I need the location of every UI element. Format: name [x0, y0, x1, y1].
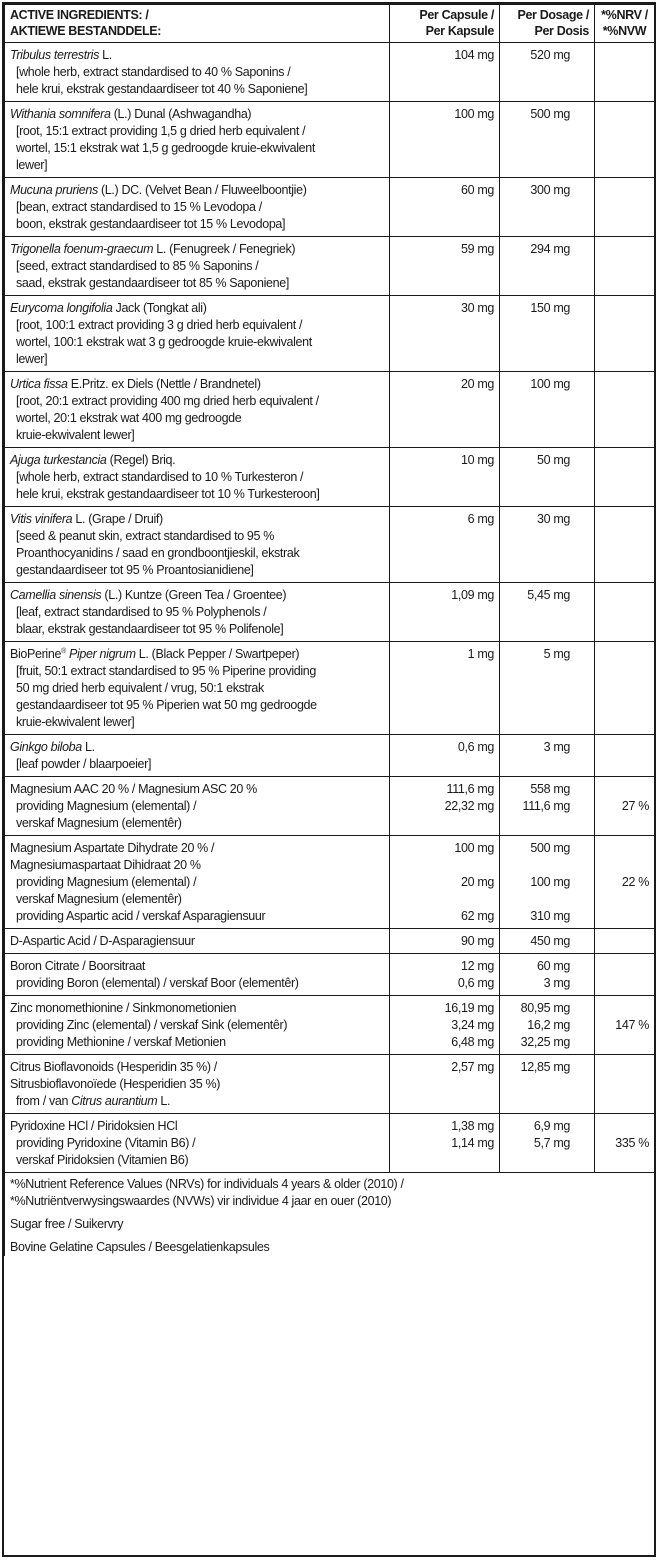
ingredient-detail: gestandaardiseer tot 95 % Proantosianidiene]	[16, 563, 254, 577]
per-capsule-cell	[390, 448, 500, 507]
per-dosage-cell	[500, 237, 595, 296]
ingredient-name: BioPerine® Piper nigrum L. (Black Pepper / Swartpeper)	[10, 647, 300, 661]
ingredient-name: Magnesium AAC 20 % / Magnesium ASC 20 %	[10, 782, 257, 796]
ingredient-cell	[5, 448, 390, 507]
ingredient-cell	[5, 372, 390, 448]
ingredient-detail: providing Zinc (elemental) / verskaf Sink (elementêr)	[16, 1018, 288, 1032]
per-capsule-cell	[390, 583, 500, 642]
per-dosage-cell	[500, 1114, 595, 1173]
nrv-cell	[595, 996, 655, 1055]
table-row	[5, 448, 655, 507]
ingredient-detail: [root, 15:1 extract providing 1,5 g dried herb equivalent /	[16, 124, 306, 138]
per-dosage-value: 3 mg	[543, 740, 570, 754]
header-nrv: *%NRV / *%NVW	[595, 5, 655, 43]
ingredient-cell	[5, 237, 390, 296]
per-dosage-value: 16,2 mg	[527, 1018, 570, 1032]
ingredient-detail: [root, 20:1 extract providing 400 mg dried herb equivalent /	[16, 394, 319, 408]
per-dosage-value: 450 mg	[530, 934, 570, 948]
per-dosage-value: 294 mg	[530, 242, 570, 256]
ingredient-detail: [bean, extract standardised to 15 % Levodopa /	[16, 200, 262, 214]
nrv-cell	[595, 43, 655, 102]
table-row	[5, 1055, 655, 1114]
per-dosage-cell	[500, 1055, 595, 1114]
per-capsule-value: 111,6 mg	[446, 782, 494, 796]
per-capsule-cell	[390, 642, 500, 735]
ingredient-cell	[5, 507, 390, 583]
ingredient-detail: boon, ekstrak gestandaardiseer tot 15 % Levodopa]	[16, 217, 286, 231]
per-dosage-value: 6,9 mg	[533, 1119, 570, 1133]
per-capsule-value: 60 mg	[461, 183, 494, 197]
per-capsule-value: 22,32 mg	[444, 799, 494, 813]
per-dosage-value: 50 mg	[537, 453, 570, 467]
per-capsule-cell	[390, 929, 500, 954]
nrv-note-en: *%Nutrient Reference Values (NRVs) for individuals 4 years & older (2010) /	[10, 1177, 404, 1191]
per-capsule-value: 3,24 mg	[451, 1018, 494, 1032]
ingredient-detail: providing Aspartic acid / verskaf Asparagiensuur	[16, 909, 266, 923]
per-capsule-value: 16,19 mg	[444, 1001, 494, 1015]
ingredient-name-line: Magnesiumaspartaat Dihidraat 20 %	[10, 858, 201, 872]
nrv-cell	[595, 929, 655, 954]
nrv-cell	[595, 102, 655, 178]
ingredient-detail: verskaf Magnesium (elementêr)	[16, 816, 182, 830]
table-row	[5, 642, 655, 735]
header-per-dosage: Per Dosage / Per Dosis	[500, 5, 595, 43]
ingredient-cell	[5, 996, 390, 1055]
per-capsule-value: 100 mg	[454, 841, 494, 855]
ingredient-cell	[5, 836, 390, 929]
header-active-ingredients: ACTIVE INGREDIENTS: / AKTIEWE BESTANDDELE:	[5, 5, 390, 43]
supplement-facts-panel	[2, 2, 656, 1557]
ingredient-name: Urtica fissa E.Pritz. ex Diels (Nettle / Brandnetel)	[10, 377, 261, 391]
nrv-value: 27 %	[621, 799, 649, 813]
ingredients-table	[4, 4, 655, 1256]
per-capsule-value: 0,6 mg	[457, 976, 494, 990]
ingredient-detail: [leaf powder / blaarpoeier]	[16, 757, 152, 771]
per-dosage-value: 558 mg	[530, 782, 570, 796]
ingredient-cell	[5, 954, 390, 996]
ingredient-name: Trigonella foenum-graecum L. (Fenugreek / Fenegriek)	[10, 242, 296, 256]
table-row	[5, 929, 655, 954]
per-dosage-value: 80,95 mg	[520, 1001, 570, 1015]
per-capsule-cell	[390, 237, 500, 296]
per-dosage-cell	[500, 929, 595, 954]
per-dosage-value: 100 mg	[530, 377, 570, 391]
ingredient-detail: hele krui, ekstrak gestandaardiseer tot 10 % Turkesteroon]	[16, 487, 320, 501]
table-row	[5, 735, 655, 777]
per-dosage-value: 5 mg	[543, 647, 570, 661]
ingredient-cell	[5, 777, 390, 836]
per-dosage-cell	[500, 583, 595, 642]
ingredient-cell	[5, 102, 390, 178]
per-dosage-cell	[500, 836, 595, 929]
per-dosage-value: 300 mg	[530, 183, 570, 197]
table-row	[5, 836, 655, 929]
ingredient-cell	[5, 583, 390, 642]
per-dosage-cell	[500, 296, 595, 372]
ingredient-detail: [leaf, extract standardised to 95 % Polyphenols /	[16, 605, 267, 619]
ingredient-detail: wortel, 20:1 ekstrak wat 400 mg gedroogde	[16, 411, 242, 425]
per-dosage-cell	[500, 178, 595, 237]
per-capsule-cell	[390, 507, 500, 583]
ingredient-detail: from / van Citrus aurantium L.	[16, 1094, 171, 1108]
per-dosage-value: 310 mg	[530, 909, 570, 923]
per-capsule-cell	[390, 954, 500, 996]
ingredient-cell	[5, 735, 390, 777]
per-capsule-cell	[390, 296, 500, 372]
ingredient-detail: blaar, ekstrak gestandaardiseer tot 95 % Polifenole]	[16, 622, 284, 636]
table-row	[5, 102, 655, 178]
ingredient-detail: Proanthocyanidins / saad en grondboontjieskil, ekstrak	[16, 546, 300, 560]
ingredient-name: D-Aspartic Acid / D-Asparagiensuur	[10, 934, 195, 948]
per-dosage-value: 30 mg	[537, 512, 570, 526]
ingredient-name: Ginkgo biloba L.	[10, 740, 95, 754]
per-capsule-value: 6,48 mg	[451, 1035, 494, 1049]
per-capsule-cell	[390, 178, 500, 237]
ingredient-detail: verskaf Piridoksien (Vitamien B6)	[16, 1153, 189, 1167]
ingredient-name: Pyridoxine HCl / Piridoksien HCl	[10, 1119, 178, 1133]
header-per-capsule: Per Capsule / Per Kapsule	[390, 5, 500, 43]
ingredient-detail: providing Boron (elemental) / verskaf Boor (elementêr)	[16, 976, 299, 990]
nrv-cell	[595, 178, 655, 237]
ingredient-detail: [whole herb, extract standardised to 10 % Turkesteron /	[16, 470, 304, 484]
per-dosage-value: 12,85 mg	[520, 1060, 570, 1074]
ingredient-name: Citrus Bioflavonoids (Hesperidin 35 %) /	[10, 1060, 217, 1074]
ingredient-detail: gestandaardiseer tot 95 % Piperien wat 50 mg gedroogde	[16, 698, 317, 712]
nrv-cell	[595, 777, 655, 836]
per-dosage-value: 520 mg	[530, 48, 570, 62]
per-dosage-value: 5,45 mg	[527, 588, 570, 602]
nrv-value: 335 %	[615, 1136, 649, 1150]
ingredient-detail: [fruit, 50:1 extract standardised to 95 % Piperine providing	[16, 664, 317, 678]
per-capsule-value: 90 mg	[461, 934, 494, 948]
per-dosage-cell	[500, 777, 595, 836]
ingredient-cell	[5, 1055, 390, 1114]
per-dosage-cell	[500, 642, 595, 735]
ingredient-detail: [seed, extract standardised to 85 % Saponins /	[16, 259, 259, 273]
ingredient-cell	[5, 178, 390, 237]
ingredient-name: Mucuna pruriens (L.) DC. (Velvet Bean / Fluweelboontjie)	[10, 183, 307, 197]
ingredient-detail: kruie-ekwivalent lewer]	[16, 715, 135, 729]
footer-row	[5, 1173, 655, 1257]
table-row	[5, 372, 655, 448]
ingredient-detail: providing Magnesium (elemental) /	[16, 875, 197, 889]
per-capsule-value: 30 mg	[461, 301, 494, 315]
ingredient-name: Tribulus terrestris L.	[10, 48, 112, 62]
nrv-cell	[595, 735, 655, 777]
nrv-value: 22 %	[621, 875, 649, 889]
per-capsule-cell	[390, 102, 500, 178]
per-capsule-value: 62 mg	[461, 909, 494, 923]
per-capsule-cell	[390, 1114, 500, 1173]
per-dosage-cell	[500, 996, 595, 1055]
nrv-cell	[595, 372, 655, 448]
per-dosage-cell	[500, 372, 595, 448]
per-capsule-value: 6 mg	[467, 512, 494, 526]
per-capsule-value: 59 mg	[461, 242, 494, 256]
per-capsule-value: 1,09 mg	[451, 588, 494, 602]
nrv-cell	[595, 507, 655, 583]
per-dosage-value: 100 mg	[530, 875, 570, 889]
per-dosage-cell	[500, 43, 595, 102]
per-capsule-value: 100 mg	[454, 107, 494, 121]
per-capsule-value: 10 mg	[461, 453, 494, 467]
ingredient-detail: providing Methionine / verskaf Metionien	[16, 1035, 226, 1049]
ingredient-name: Ajuga turkestancia (Regel) Briq.	[10, 453, 176, 467]
table-row	[5, 777, 655, 836]
footer-notes	[5, 1173, 655, 1257]
table-row	[5, 583, 655, 642]
ingredient-cell	[5, 929, 390, 954]
ingredient-detail: lewer]	[16, 158, 48, 172]
ingredient-name: Magnesium Aspartate Dihydrate 20 % /	[10, 841, 215, 855]
per-dosage-value: 150 mg	[530, 301, 570, 315]
per-dosage-value: 5,7 mg	[533, 1136, 570, 1150]
ingredient-detail: saad, ekstrak gestandaardiseer tot 85 % Saponiene]	[16, 276, 289, 290]
ingredient-detail: kruie-ekwivalent lewer]	[16, 428, 135, 442]
table-row	[5, 296, 655, 372]
per-capsule-cell	[390, 777, 500, 836]
per-capsule-value: 20 mg	[461, 377, 494, 391]
ingredient-detail: providing Pyridoxine (Vitamin B6) /	[16, 1136, 196, 1150]
per-dosage-value: 111,6 mg	[522, 799, 570, 813]
per-dosage-value: 32,25 mg	[520, 1035, 570, 1049]
per-dosage-value: 500 mg	[530, 107, 570, 121]
ingredient-name: Boron Citrate / Boorsitraat	[10, 959, 146, 973]
per-capsule-value: 1,38 mg	[451, 1119, 494, 1133]
per-dosage-cell	[500, 954, 595, 996]
table-row	[5, 43, 655, 102]
nrv-cell	[595, 237, 655, 296]
ingredient-cell	[5, 43, 390, 102]
ingredient-cell	[5, 642, 390, 735]
ingredient-detail: wortel, 100:1 ekstrak wat 3 g gedroogde kruie-ekwivalent	[16, 335, 312, 349]
ingredient-detail: [root, 100:1 extract providing 3 g dried herb equivalent /	[16, 318, 303, 332]
ingredient-name: Zinc monomethionine / Sinkmonometionien	[10, 1001, 237, 1015]
nrv-cell	[595, 448, 655, 507]
per-dosage-cell	[500, 507, 595, 583]
per-dosage-cell	[500, 448, 595, 507]
ingredient-detail: [whole herb, extract standardised to 40 % Saponins /	[16, 65, 291, 79]
per-capsule-value: 2,57 mg	[451, 1060, 494, 1074]
table-row	[5, 1114, 655, 1173]
per-capsule-cell	[390, 372, 500, 448]
nrv-cell	[595, 1114, 655, 1173]
ingredient-detail: providing Magnesium (elemental) /	[16, 799, 197, 813]
table-row	[5, 178, 655, 237]
ingredient-detail: wortel, 15:1 ekstrak wat 1,5 g gedroogde kruie-ekwivalent	[16, 141, 315, 155]
ingredient-name: Eurycoma longifolia Jack (Tongkat ali)	[10, 301, 207, 315]
per-capsule-value: 104 mg	[454, 48, 494, 62]
nrv-value: 147 %	[615, 1018, 649, 1032]
ingredient-detail: verskaf Magnesium (elementêr)	[16, 892, 182, 906]
ingredient-detail: hele krui, ekstrak gestandaardiseer tot 40 % Saponiene]	[16, 82, 308, 96]
per-dosage-value: 500 mg	[530, 841, 570, 855]
per-capsule-value: 12 mg	[461, 959, 494, 973]
ingredient-name-line: Sitrusbioflavonoïede (Hesperidien 35 %)	[10, 1077, 221, 1091]
ingredient-rows	[5, 43, 655, 1173]
per-capsule-cell	[390, 735, 500, 777]
per-capsule-value: 1,14 mg	[451, 1136, 494, 1150]
per-dosage-cell	[500, 102, 595, 178]
nrv-note-af: *%Nutriëntverwysingswaardes (NVWs) vir individue 4 jaar en ouer (2010)	[10, 1194, 392, 1208]
ingredient-detail: [seed & peanut skin, extract standardised to 95 %	[16, 529, 275, 543]
per-capsule-value: 20 mg	[461, 875, 494, 889]
ingredient-name: Vitis vinifera L. (Grape / Druif)	[10, 512, 163, 526]
sugar-free-note: Sugar free / Suikervry	[10, 1217, 124, 1231]
ingredient-cell	[5, 296, 390, 372]
table-row	[5, 237, 655, 296]
ingredient-cell	[5, 1114, 390, 1173]
ingredient-name: Withania somnifera (L.) Dunal (Ashwagandha)	[10, 107, 252, 121]
table-header-row	[5, 5, 655, 43]
nrv-cell	[595, 583, 655, 642]
nrv-cell	[595, 836, 655, 929]
nrv-cell	[595, 296, 655, 372]
per-capsule-cell	[390, 996, 500, 1055]
table-row	[5, 954, 655, 996]
ingredient-detail: 50 mg dried herb equivalent / vrug, 50:1 ekstrak	[16, 681, 264, 695]
per-capsule-value: 1 mg	[467, 647, 494, 661]
per-dosage-value: 3 mg	[543, 976, 570, 990]
nrv-cell	[595, 642, 655, 735]
table-row	[5, 996, 655, 1055]
capsules-note: Bovine Gelatine Capsules / Beesgelatienkapsules	[10, 1240, 270, 1254]
nrv-cell	[595, 954, 655, 996]
nrv-cell	[595, 1055, 655, 1114]
per-dosage-cell	[500, 735, 595, 777]
per-dosage-value: 60 mg	[537, 959, 570, 973]
per-capsule-value: 0,6 mg	[457, 740, 494, 754]
ingredient-name: Camellia sinensis (L.) Kuntze (Green Tea / Groentee)	[10, 588, 287, 602]
per-capsule-cell	[390, 836, 500, 929]
ingredient-detail: lewer]	[16, 352, 48, 366]
per-capsule-cell	[390, 1055, 500, 1114]
per-capsule-cell	[390, 43, 500, 102]
table-row	[5, 507, 655, 583]
